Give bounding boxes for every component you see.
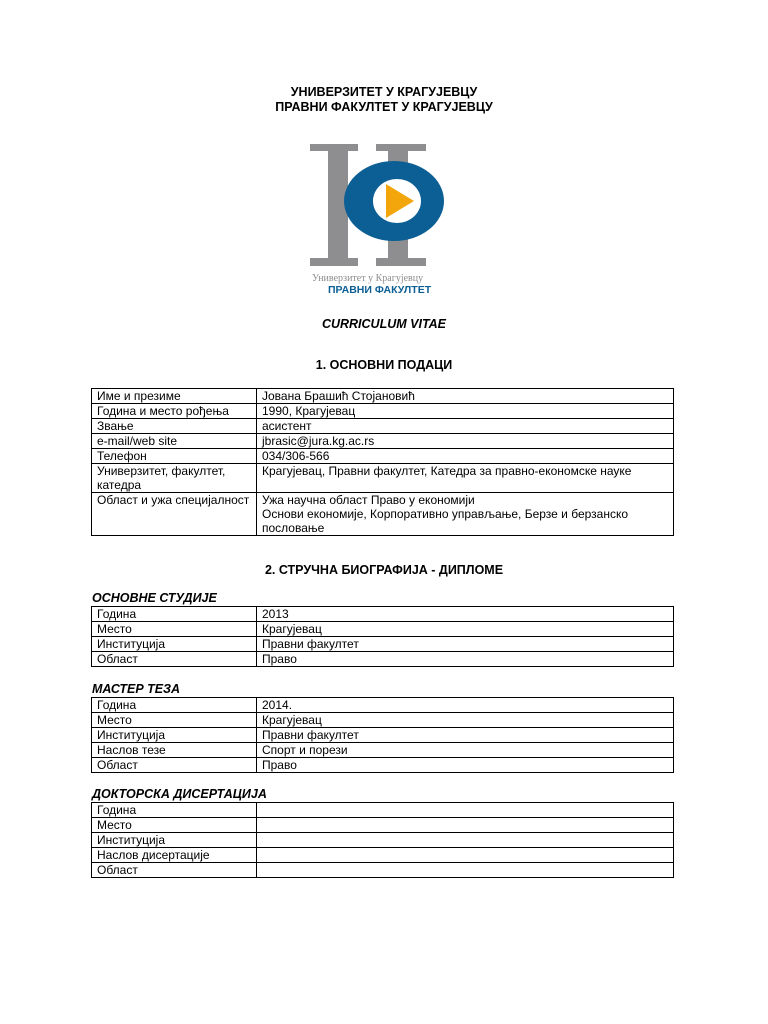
field-value <box>257 818 674 833</box>
faculty-logo <box>306 136 468 304</box>
master-table <box>91 697 674 773</box>
doctoral-table <box>91 802 674 878</box>
table-row <box>92 389 674 404</box>
table-row <box>92 818 674 833</box>
field-value: Спорт и порези <box>257 743 674 758</box>
field-value: 034/306-566 <box>257 449 674 464</box>
field-value: Право <box>257 758 674 773</box>
table-row <box>92 758 674 773</box>
field-label: Институција <box>92 637 257 652</box>
table-row <box>92 637 674 652</box>
field-label: e-mail/web site <box>92 434 257 449</box>
field-label: Место <box>92 818 257 833</box>
table-row <box>92 493 674 536</box>
field-label: Област <box>92 758 257 773</box>
table-row <box>92 434 674 449</box>
table-row <box>92 449 674 464</box>
table-row <box>92 622 674 637</box>
field-value: Право <box>257 652 674 667</box>
field-value: асистент <box>257 419 674 434</box>
field-label: Година и место рођења <box>92 404 257 419</box>
field-label: Универзитет, факултет, катедра <box>92 464 257 493</box>
table-row <box>92 464 674 493</box>
field-label: Институција <box>92 728 257 743</box>
table-row <box>92 743 674 758</box>
field-value <box>257 863 674 878</box>
table-row <box>92 713 674 728</box>
table-row <box>92 404 674 419</box>
field-value: Ужа научна област Право у економији Основи економије, Корпоративно управљање, Берзе и берзанско пословање <box>257 493 674 536</box>
faculty-logo-graphic <box>306 136 468 304</box>
table-row <box>92 419 674 434</box>
cv-title: CURRICULUM VITAE <box>321 317 447 331</box>
field-value: 2013 <box>257 607 674 622</box>
field-label: Место <box>92 713 257 728</box>
field-value <box>257 848 674 863</box>
field-value: Крагујевац <box>257 622 674 637</box>
section-basic-info-title: 1. ОСНОВНИ ПОДАЦИ <box>315 358 453 372</box>
field-label: Наслов тезе <box>92 743 257 758</box>
field-label: Година <box>92 607 257 622</box>
field-label: Наслов дисертације <box>92 848 257 863</box>
field-label: Звање <box>92 419 257 434</box>
table-row <box>92 607 674 622</box>
field-value: Крагујевац <box>257 713 674 728</box>
field-label: Област <box>92 863 257 878</box>
undergraduate-title: ОСНОВНЕ СТУДИЈЕ <box>92 591 217 605</box>
undergraduate-table <box>91 606 674 667</box>
doctoral-title: ДОКТОРСКА ДИСЕРТАЦИЈА <box>92 787 267 801</box>
faculty-name: ПРАВНИ ФАКУЛТЕТ У КРАГУЈЕВЦУ <box>275 100 493 114</box>
field-value: 1990, Крагујевац <box>257 404 674 419</box>
field-label: Институција <box>92 833 257 848</box>
field-value: Правни факултет <box>257 637 674 652</box>
field-label: Област <box>92 652 257 667</box>
field-value: 2014. <box>257 698 674 713</box>
university-name: УНИВЕРЗИТЕТ У КРАГУЈЕВЦУ <box>290 85 478 99</box>
field-value: jbrasic@jura.kg.ac.rs <box>257 434 674 449</box>
field-label: Област и ужа специјалност <box>92 493 257 536</box>
table-row <box>92 833 674 848</box>
section-diplomas-title: 2. СТРУЧНА БИОГРАФИЈА - ДИПЛОМЕ <box>264 563 504 577</box>
field-label: Година <box>92 698 257 713</box>
document-header <box>0 85 768 115</box>
table-row <box>92 698 674 713</box>
field-value: Правни факултет <box>257 728 674 743</box>
table-row <box>92 652 674 667</box>
field-value <box>257 803 674 818</box>
table-row <box>92 848 674 863</box>
logo-text-university: Универзитет у Крагујевцу <box>312 273 424 284</box>
field-value <box>257 833 674 848</box>
field-value: Крагујевац, Правни факултет, Катедра за правно-економске науке <box>257 464 674 493</box>
table-row <box>92 803 674 818</box>
field-label: Година <box>92 803 257 818</box>
table-row <box>92 863 674 878</box>
basic-info-table <box>91 388 674 536</box>
field-value: Јована Брашић Стојановић <box>257 389 674 404</box>
logo-text-faculty: ПРАВНИ ФАКУЛТЕТ <box>328 284 432 296</box>
field-label: Место <box>92 622 257 637</box>
master-title: МАСТЕР ТЕЗА <box>92 682 181 696</box>
field-label: Телефон <box>92 449 257 464</box>
field-label: Име и презиме <box>92 389 257 404</box>
table-row <box>92 728 674 743</box>
